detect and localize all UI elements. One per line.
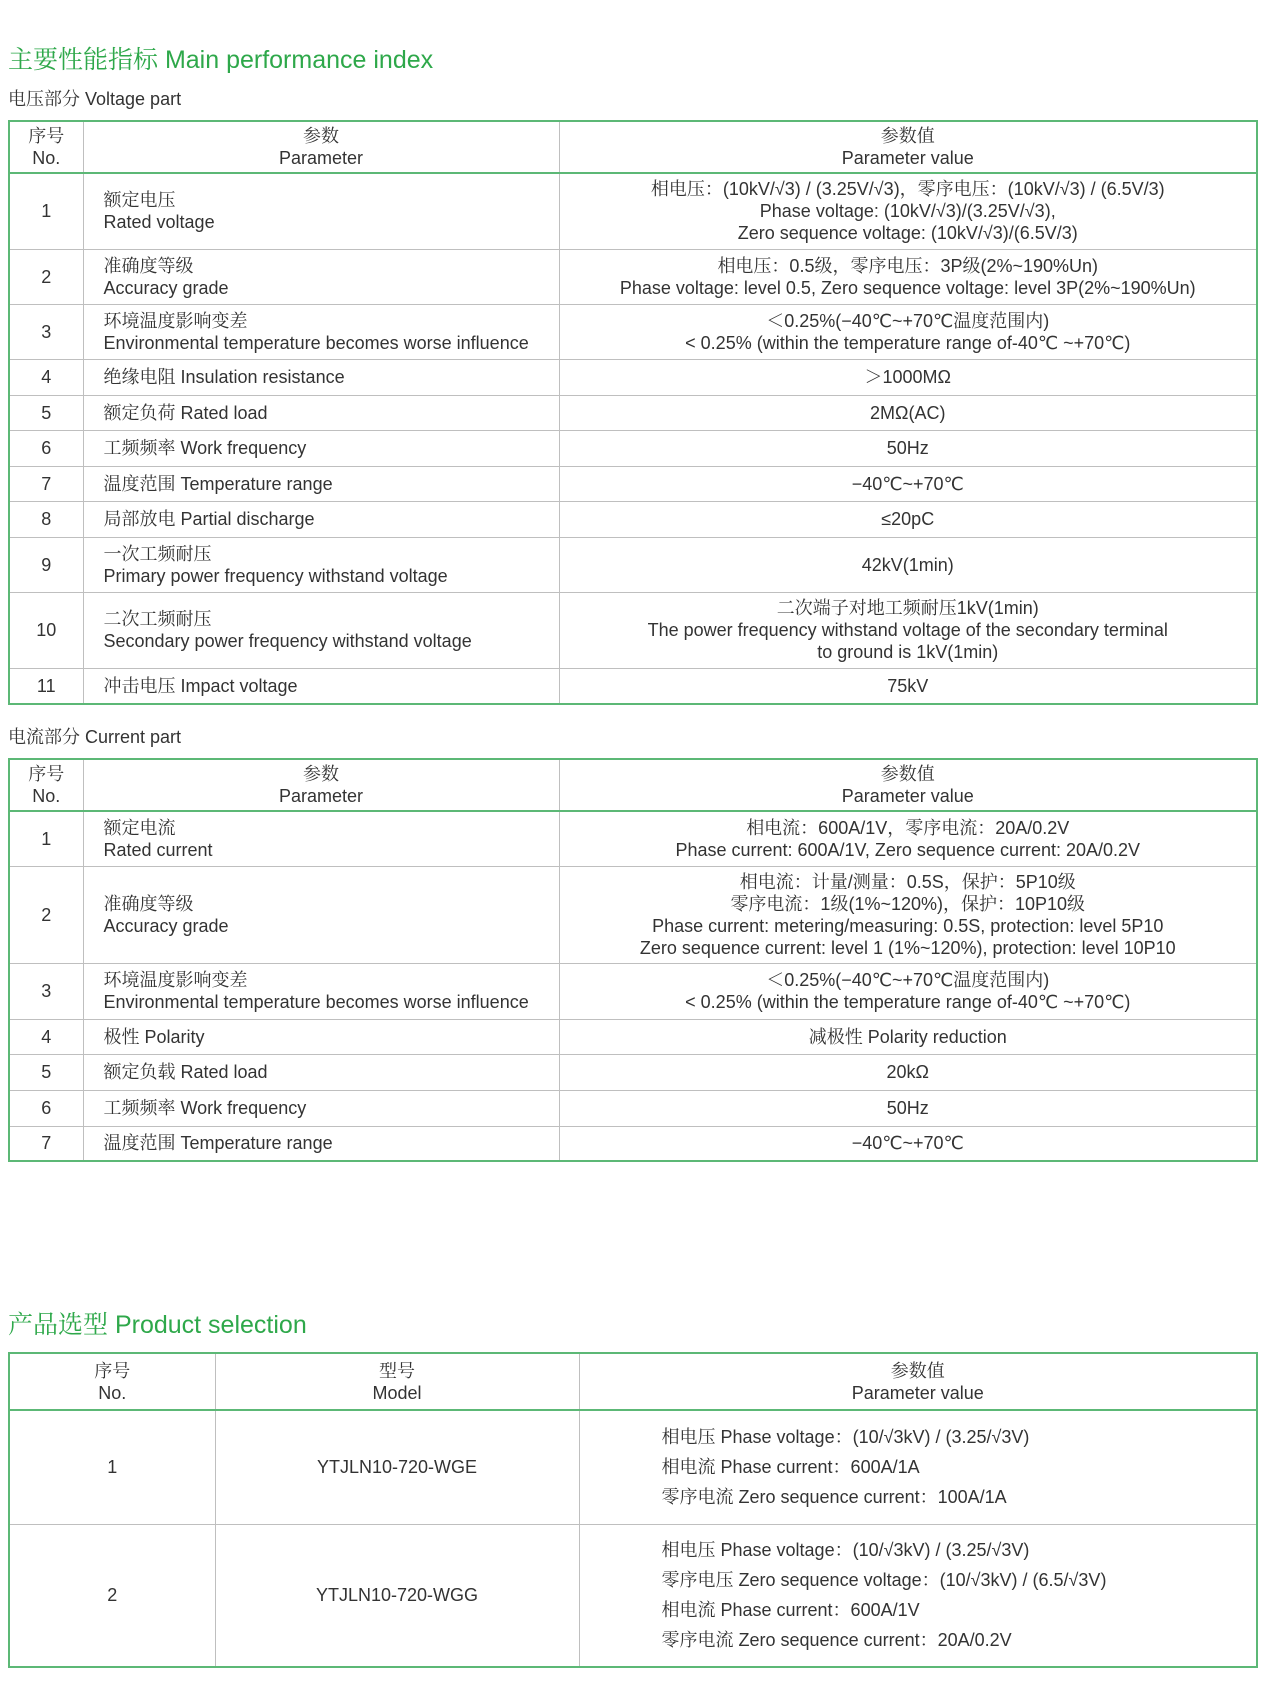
row-value: 50Hz — [559, 1090, 1257, 1126]
row-value: ＜0.25%(−40℃~+70℃温度范围内) < 0.25% (within the temperature range of-40℃ ~+70℃) — [559, 304, 1257, 359]
table-row — [9, 501, 1257, 537]
row-parameter: 工频频率 Work frequency — [83, 430, 559, 466]
row-value: 相电压：(10kV/√3) / (3.25V/√3)，零序电压：(10kV/√3) / (6.5V/3) Phase voltage: (10kV/√3)/(3.25V/√3), Zero sequence voltage: (10kV/√3)/(6.5V/3) — [559, 173, 1257, 249]
table-row — [9, 668, 1257, 704]
header-parameter: 参数 Parameter — [83, 759, 559, 811]
table-row — [9, 537, 1257, 592]
row-number: 10 — [9, 592, 83, 668]
row-parameter: 极性 Polarity — [83, 1019, 559, 1054]
row-number: 6 — [9, 430, 83, 466]
row-number: 3 — [9, 304, 83, 359]
row-value: 相电压 Phase voltage：(10/√3kV) / (3.25/√3V) 相电流 Phase current：600A/1A 零序电流 Zero sequence current：100A/1A — [579, 1410, 1257, 1524]
row-value: 2MΩ(AC) — [559, 395, 1257, 430]
row-value: ＜0.25%(−40℃~+70℃温度范围内) < 0.25% (within the temperature range of-40℃ ~+70℃) — [559, 963, 1257, 1019]
row-value: 相电压 Phase voltage：(10/√3kV) / (3.25/√3V) 零序电压 Zero sequence voltage：(10/√3kV) / (6.5/√3V) 相电流 Phase current：600A/1V 零序电流 Zero sequence current：20A/0.2V — [579, 1524, 1257, 1667]
row-number: 5 — [9, 1054, 83, 1090]
row-value: ＞1000MΩ — [559, 359, 1257, 395]
row-number: 7 — [9, 466, 83, 501]
row-parameter: 冲击电压 Impact voltage — [83, 668, 559, 704]
header-parameter-value: 参数值 Parameter value — [559, 121, 1257, 173]
row-value: 20kΩ — [559, 1054, 1257, 1090]
table-row — [9, 249, 1257, 304]
row-value: −40℃~+70℃ — [559, 466, 1257, 501]
row-number: 1 — [9, 173, 83, 249]
row-value: 相电压：0.5级，零序电压：3P级(2%~190%Un) Phase voltage: level 0.5, Zero sequence voltage: level 3P(2%~190%Un) — [559, 249, 1257, 304]
row-number: 4 — [9, 359, 83, 395]
row-parameter: 额定电流 Rated current — [83, 811, 559, 866]
table-row — [9, 1410, 1257, 1524]
row-value: 42kV(1min) — [559, 537, 1257, 592]
table-row — [9, 1126, 1257, 1161]
table-row — [9, 811, 1257, 866]
row-parameter: 温度范围 Temperature range — [83, 1126, 559, 1161]
row-value: 75kV — [559, 668, 1257, 704]
current-header-row — [9, 759, 1257, 811]
row-parameter: 准确度等级 Accuracy grade — [83, 249, 559, 304]
current-table — [8, 758, 1258, 1162]
table-row — [9, 1054, 1257, 1090]
header-no: 序号 No. — [9, 1353, 215, 1410]
header-no: 序号 No. — [9, 121, 83, 173]
row-value: ≤20pC — [559, 501, 1257, 537]
row-parameter: 额定负载 Rated load — [83, 1054, 559, 1090]
header-parameter-value: 参数值 Parameter value — [579, 1353, 1257, 1410]
row-parameter: 环境温度影响变差 Environmental temperature becomes worse influence — [83, 304, 559, 359]
table-row — [9, 592, 1257, 668]
table-row — [9, 430, 1257, 466]
performance-title: 主要性能指标 Main performance index — [8, 46, 434, 74]
row-number: 6 — [9, 1090, 83, 1126]
row-parameter: 工频频率 Work frequency — [83, 1090, 559, 1126]
table-row — [9, 1019, 1257, 1054]
voltage-header-row — [9, 121, 1257, 173]
current-subtitle: 电流部分 Current part — [8, 727, 182, 747]
row-number: 8 — [9, 501, 83, 537]
row-number: 7 — [9, 1126, 83, 1161]
row-parameter: 环境温度影响变差 Environmental temperature becomes worse influence — [83, 963, 559, 1019]
table-row — [9, 963, 1257, 1019]
header-model: 型号 Model — [215, 1353, 579, 1410]
row-value: 相电流：计量/测量：0.5S，保护：5P10级 零序电流：1级(1%~120%)，保护：10P10级 Phase current: metering/measuring: 0.5S, protection: level 5P10 Zero sequence current: level 1 (1%~120%), protection: level 10P10 — [559, 866, 1257, 963]
table-row — [9, 173, 1257, 249]
header-parameter: 参数 Parameter — [83, 121, 559, 173]
selection-header-row — [9, 1353, 1257, 1410]
row-number: 2 — [9, 866, 83, 963]
row-number: 2 — [9, 249, 83, 304]
row-parameter: 温度范围 Temperature range — [83, 466, 559, 501]
table-row — [9, 359, 1257, 395]
row-parameter: 准确度等级 Accuracy grade — [83, 866, 559, 963]
table-row — [9, 866, 1257, 963]
row-number: 2 — [9, 1524, 215, 1667]
row-number: 5 — [9, 395, 83, 430]
row-number: 4 — [9, 1019, 83, 1054]
selection-title: 产品选型 Product selection — [8, 1311, 307, 1339]
voltage-subtitle: 电压部分 Voltage part — [8, 89, 182, 109]
row-value: 50Hz — [559, 430, 1257, 466]
row-parameter: 局部放电 Partial discharge — [83, 501, 559, 537]
table-row — [9, 304, 1257, 359]
row-model: YTJLN10-720-WGE — [215, 1410, 579, 1524]
row-number: 9 — [9, 537, 83, 592]
row-model: YTJLN10-720-WGG — [215, 1524, 579, 1667]
row-number: 3 — [9, 963, 83, 1019]
row-number: 11 — [9, 668, 83, 704]
voltage-table — [8, 120, 1258, 705]
row-value: −40℃~+70℃ — [559, 1126, 1257, 1161]
row-parameter: 额定负荷 Rated load — [83, 395, 559, 430]
row-value: 二次端子对地工频耐压1kV(1min) The power frequency withstand voltage of the secondary terminal to ground is 1kV(1min) — [559, 592, 1257, 668]
selection-table — [8, 1352, 1258, 1668]
table-row — [9, 466, 1257, 501]
table-row — [9, 395, 1257, 430]
row-value: 相电流：600A/1V，零序电流：20A/0.2V Phase current: 600A/1V, Zero sequence current: 20A/0.2V — [559, 811, 1257, 866]
row-number: 1 — [9, 1410, 215, 1524]
table-row — [9, 1090, 1257, 1126]
table-row — [9, 1524, 1257, 1667]
header-parameter-value: 参数值 Parameter value — [559, 759, 1257, 811]
row-parameter: 一次工频耐压 Primary power frequency withstand voltage — [83, 537, 559, 592]
row-value: 减极性 Polarity reduction — [559, 1019, 1257, 1054]
row-number: 1 — [9, 811, 83, 866]
row-parameter: 二次工频耐压 Secondary power frequency withstand voltage — [83, 592, 559, 668]
row-parameter: 绝缘电阻 Insulation resistance — [83, 359, 559, 395]
header-no: 序号 No. — [9, 759, 83, 811]
row-parameter: 额定电压 Rated voltage — [83, 173, 559, 249]
